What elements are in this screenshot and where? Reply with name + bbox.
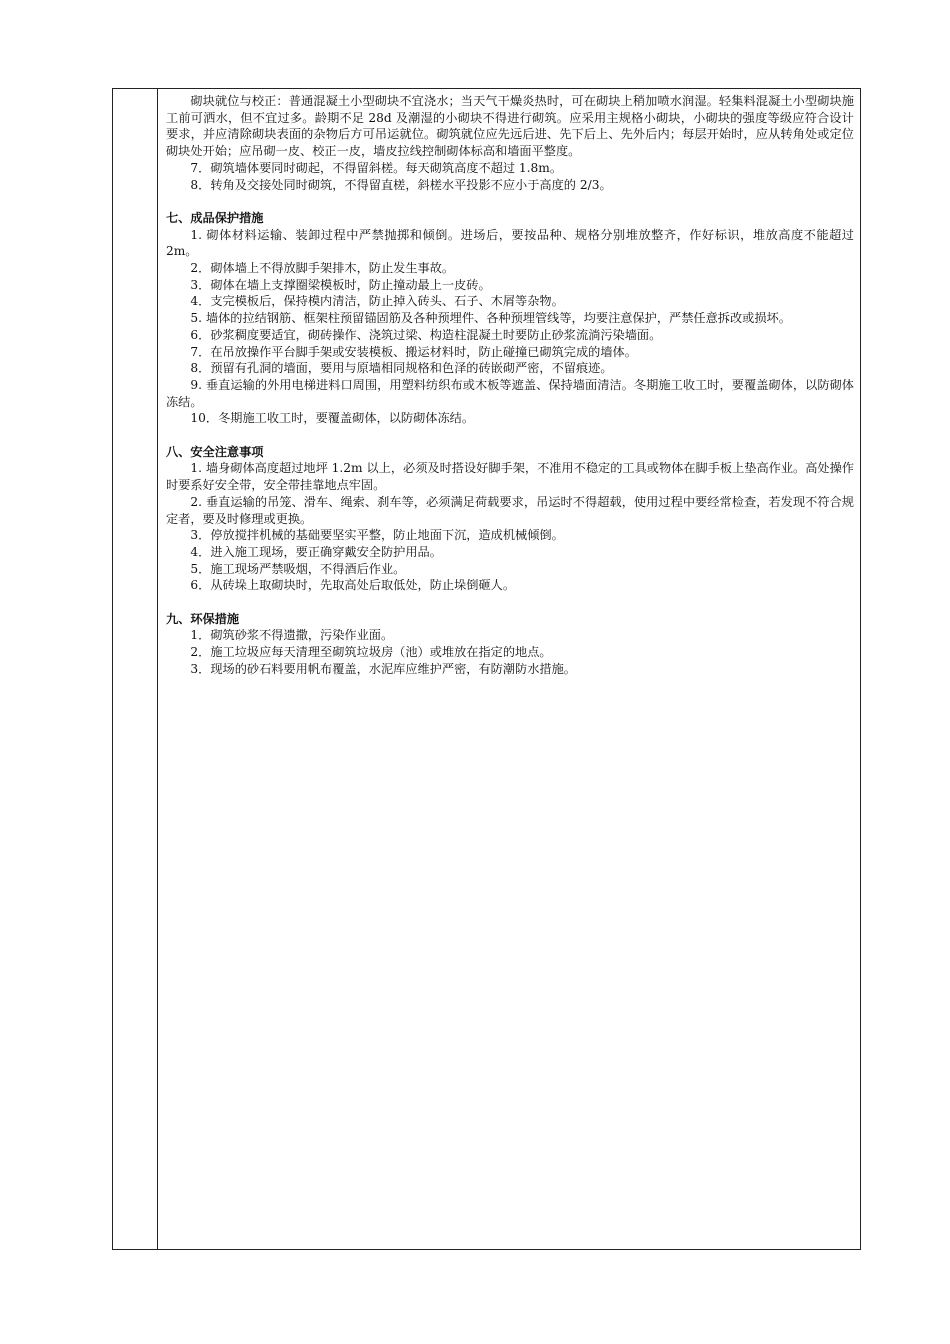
section8-item: 6．从砖垛上取砌块时，先取高处后取低处，防止垛倒砸人。 xyxy=(190,578,516,593)
document-table-frame xyxy=(112,88,861,1250)
section8-heading: 八、安全注意事项 xyxy=(166,444,264,459)
section9-item: 3．现场的砂石料要用帆布覆盖，水泥库应维护严密，有防潮防水措施。 xyxy=(190,661,576,676)
section7-heading: 七、成品保护措施 xyxy=(166,210,264,225)
section8-item: 3．停放搅拌机械的基础要坚实平整，防止地面下沉，造成机械倾倒。 xyxy=(190,528,564,543)
section9-item: 2．施工垃圾应每天清理至砌筑垃圾房（池）或堆放在指定的地点。 xyxy=(190,645,552,660)
section8-item: 4．进入施工现场，要正确穿戴安全防护用品。 xyxy=(190,544,442,559)
section7-item: 5. 墙体的拉结钢筋、框架柱预留锚固筋及各种预埋件、各种预埋管线等，均要注意保护，严禁任意拆改或损坏。 xyxy=(190,311,791,326)
section7-item: 10．冬期施工收工时，要覆盖砌体，以防砌体冻结。 xyxy=(190,411,475,426)
intro-paragraph: 砌块就位与校正：普通混凝土小型砌块不宜浇水；当天气干燥炎热时，可在砌块上稍加喷水润湿。轻集料混凝土小型砌块施工前可洒水，但不宜过多。龄期不足 28d 及潮湿的小砌块不得进行砌筑。应采用主规格小砌块，小砌块的强度等级应符合设计要求，并应清除砌块表面的杂物后方可吊运就位。砌筑就位应先远后进、先下后上、先外后内；每层开始时，应从转角处或定位砌块处开始；应吊砌一皮、校正一皮，墙皮拉线控制砌体标高和墙面平整度。 xyxy=(166,94,854,159)
section8-item: 5．施工现场严禁吸烟，不得酒后作业。 xyxy=(190,561,406,576)
section7-item: 2．砌体墙上不得放脚手架排木，防止发生事故。 xyxy=(190,261,455,276)
section7-item: 4．支完模板后，保持模内清洁，防止掉入砖头、石子、木屑等杂物。 xyxy=(190,294,564,309)
section7-item: 6．砂浆稠度要适宜，砌砖操作、浇筑过梁、构造柱混凝土时要防止砂浆流淌污染墙面。 xyxy=(190,327,662,342)
intro-item-7: 7．砌筑墙体要同时砌起，不得留斜槎。每天砌筑高度不超过 1.8m。 xyxy=(190,160,563,175)
section8-item: 2. 垂直运输的吊笼、滑车、绳索、刹车等，必须满足荷载要求，吊运时不得超载，使用过程中要经常检查，若发现不符合规定者，要及时修理或更换。 xyxy=(166,494,854,526)
section7-item: 8．预留有孔洞的墙面，要用与原墙相同规格和色泽的砖嵌砌严密，不留痕迹。 xyxy=(190,361,613,376)
section9-heading: 九、环保措施 xyxy=(166,611,240,626)
section7-item: 1. 砌体材料运输、装卸过程中严禁抛掷和倾倒。进场后，要按品种、规格分别堆放整齐，作好标识，堆放高度不能超过 2m。 xyxy=(166,227,854,259)
section7-item: 9. 垂直运输的外用电梯进料口周围，用塑料纺织布或木板等遮盖、保持墙面清洁。冬期施工收工时，要覆盖砌体，以防砌体冻结。 xyxy=(166,377,854,409)
intro-item-8: 8．转角及交接处同时砌筑，不得留直槎，斜槎水平投影不应小于高度的 2/3。 xyxy=(190,177,612,192)
document-content xyxy=(166,93,854,678)
section8-item: 1. 墙身砌体高度超过地坪 1.2m 以上，必须及时搭设好脚手架，不准用不稳定的工具或物体在脚手板上垫高作业。高处操作时要系好安全带，安全带挂靠地点牢固。 xyxy=(166,461,854,493)
section9-item: 1．砌筑砂浆不得遗撒，污染作业面。 xyxy=(190,628,394,643)
section7-item: 7．在吊放操作平台脚手架或安装模板、搬运材料时，防止碰撞已砌筑完成的墙体。 xyxy=(190,344,637,359)
section7-item: 3．砌体在墙上支撑圈梁模板时，防止撞动最上一皮砖。 xyxy=(190,277,491,292)
left-label-column xyxy=(113,89,158,1249)
